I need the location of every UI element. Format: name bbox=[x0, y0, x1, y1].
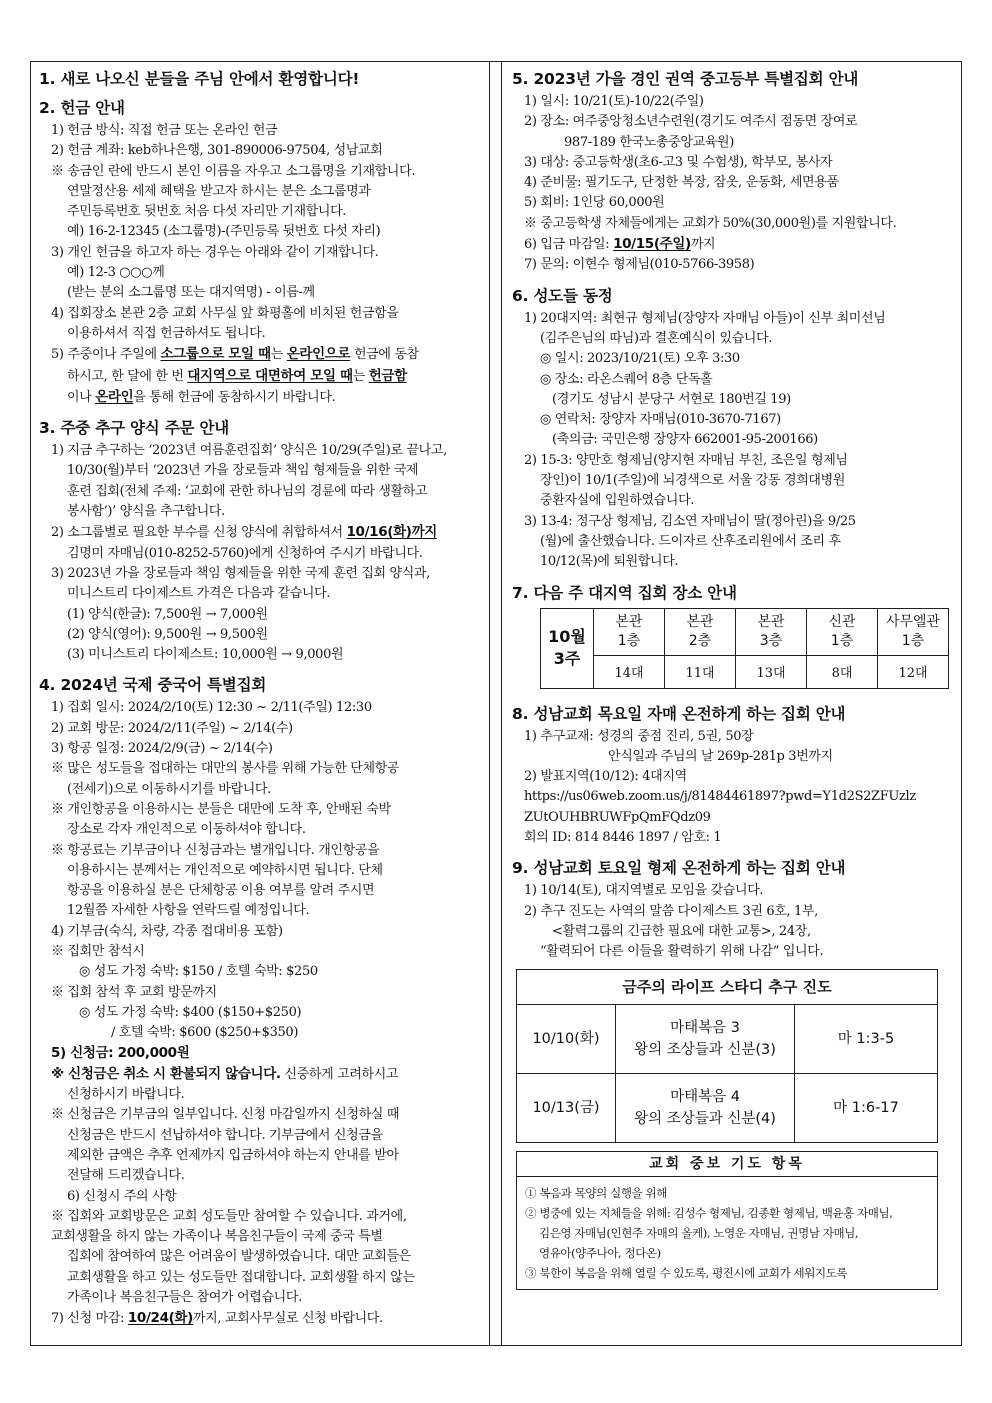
conference-note: 12월쯤 자세한 사항을 연락드릴 예정입니다. bbox=[67, 903, 310, 919]
conference-note: 가족이나 복음친구들은 참여가 어렵습니다. bbox=[67, 1290, 302, 1306]
venue-group: 12대 bbox=[878, 655, 949, 688]
conference-note: ※ 신청금은 취소 시 환불되지 않습니다. 신중하게 고려하시고 bbox=[51, 1065, 399, 1082]
study-chapter: 마태복음 4 왕의 조상들과 신분(4) bbox=[616, 1073, 795, 1142]
study-date: 10/13(금) bbox=[517, 1073, 616, 1142]
offering-line-5: 5) 주중이나 주일에 소그룹으로 모일 때는 온라인으로 헌금에 동참 bbox=[51, 346, 419, 363]
news-line: 3) 13-4: 정구상 형제님, 김소연 자매님이 딸(정아린)을 9/25 bbox=[524, 513, 856, 529]
news-line: (경기도 성남시 분당구 서현로 180번길 19) bbox=[552, 391, 791, 407]
venue-table bbox=[540, 608, 949, 689]
conference-note: 교회생활을 하고 있는 성도들만 접대합니다. 교회생활 하지 않는 bbox=[67, 1269, 415, 1285]
offering-line-5: 하시고, 한 달에 한 번 대지역으로 대면하여 모일 때는 헌금함 bbox=[67, 367, 407, 384]
offering-line: (받는 분의 소그룹명 또는 대지역명) - 이름-께 bbox=[67, 285, 315, 301]
life-study-title: 금주의 라이프 스타디 추구 진도 bbox=[517, 969, 938, 1004]
conference-note: ※ 집회만 참석시 bbox=[51, 943, 145, 959]
conference-note: 항공을 이용하실 분은 단체항공 이용 여부를 알려 주시면 bbox=[67, 883, 375, 899]
study-date: 10/10(화) bbox=[517, 1004, 616, 1073]
venue-location: 본관 1층 bbox=[594, 608, 665, 655]
registration-fee: 5) 신청금: 200,000원 bbox=[51, 1045, 190, 1062]
offering-note: 주민등록번호 뒷번호 처음 다섯 자리만 기재합니다. bbox=[67, 204, 347, 220]
prayer-item: ① 복음과 목양의 실행을 위해 bbox=[525, 1185, 667, 1200]
chinese-conference-heading: 4. 2024년 국제 중국어 특별집회 bbox=[39, 676, 267, 695]
saturday-meeting-heading: 9. 성남교회 토요일 형제 온전하게 하는 집회 안내 bbox=[512, 859, 846, 878]
youth-line: 4) 준비물: 필기도구, 단정한 복장, 잠옷, 운동화, 세면용품 bbox=[524, 175, 839, 191]
study-order-line: 10/30(월)부터 ‘2023년 가을 장로들과 책임 형제들을 위한 국제 bbox=[67, 463, 419, 479]
youth-deadline: 6) 입금 마감일: 10/15(주일)까지 bbox=[524, 236, 716, 253]
thursday-line: 1) 추구교재: 성경의 중점 진리, 5권, 50장 bbox=[524, 728, 754, 744]
news-line: 1) 20대지역: 최현규 형제님(장양자 자매님 아들)이 신부 최미선님 bbox=[524, 310, 886, 326]
news-line: 장인)이 10/1(주일)에 뇌경색으로 서울 강동 경희대병원 bbox=[540, 473, 846, 489]
news-line: 10/12(목)에 퇴원합니다. bbox=[540, 554, 679, 570]
offering-line: 2) 헌금 계좌: keb하나은행, 301-890006-97504, 성남교회 bbox=[51, 143, 383, 159]
saturday-line: “활력되어 다른 이들을 활력하기 위해 나감” 입니다. bbox=[540, 944, 824, 960]
prayer-item: 영유아(양주나아, 정다온) bbox=[539, 1245, 661, 1260]
conference-line: ※ 집회와 교회방문은 교회 성도들만 참여할 수 있습니다. 과거에, bbox=[51, 1208, 407, 1224]
conference-price: ◎ 성도 가정 숙박: $150 / 호텔 숙박: $250 bbox=[79, 964, 318, 980]
prayer-item: ② 병중에 있는 지체들을 위해: 김성수 형제님, 김종환 형제님, 백윤홍 자매님, bbox=[525, 1205, 893, 1220]
zoom-link[interactable]: ZUtOUHBRUWFpQmFQdz09 bbox=[524, 809, 711, 825]
prayer-item: 김은영 자매님(인현주 자매의 올케), 노영운 자매님, 권명남 자매님, bbox=[539, 1225, 859, 1240]
offering-note: 연말정산용 세제 혜택을 받고자 하시는 분은 소그룹명과 bbox=[67, 183, 371, 199]
youth-note: ※ 중고등학생 자체들에게는 교회가 50%(30,000원)를 지원합니다. bbox=[524, 215, 897, 231]
study-reference: 마 1:6-17 bbox=[795, 1073, 938, 1142]
saturday-line: 1) 10/14(토), 대지역별로 모임을 갖습니다. bbox=[524, 883, 764, 899]
venue-group: 8대 bbox=[807, 655, 878, 688]
life-study-table bbox=[516, 969, 938, 1143]
offering-line: 3) 개인 헌금을 하고자 하는 경우는 아래와 같이 기재합니다. bbox=[51, 244, 379, 260]
price-line: (3) 미니스트리 다이제스트: 10,000원 → 9,000원 bbox=[67, 647, 344, 663]
study-order-line: 2) 소그룹별로 필요한 부수를 신청 양식에 취합하셔서 10/16(화)까지 bbox=[51, 524, 437, 541]
venue-heading: 7. 다음 주 대지역 집회 장소 안내 bbox=[512, 583, 737, 602]
conference-note: 교회생활을 하지 않는 가족이나 복음친구들이 국제 중국 특별 bbox=[51, 1229, 383, 1245]
news-line: 2) 15-3: 양만호 형제님(양지현 자매님 부친, 조은일 형제님 bbox=[524, 452, 848, 468]
news-line: ◎ 연락처: 장양자 자매님(010-3670-7167) bbox=[540, 412, 781, 428]
venue-location: 사무엘관 1층 bbox=[878, 608, 949, 655]
venue-group: 13대 bbox=[736, 655, 807, 688]
offering-note: 예) 16-2-12345 (소그룹명)-(주민등록 뒷번호 다섯 자리) bbox=[67, 224, 381, 240]
news-line: 중환자실에 입원하였습니다. bbox=[540, 493, 695, 509]
study-order-line: 1) 지금 추구하는 ‘2023년 여름훈련집회’ 양식은 10/29(주일)로 끝나고, bbox=[51, 443, 447, 459]
news-line: (월)에 출산했습니다. 드이자르 산후조리원에서 조리 후 bbox=[540, 533, 841, 549]
conference-note: ※ 집회 참석 후 교회 방문까지 bbox=[51, 984, 217, 1000]
youth-line: 2) 장소: 여주중앙청소년수련원(경기도 여주시 점동면 장여로 bbox=[524, 114, 858, 130]
youth-conference-heading: 5. 2023년 가을 경인 권역 중고등부 특별집회 안내 bbox=[512, 70, 859, 88]
conference-note: 집회에 참여하여 많은 어려움이 발생하였습니다. 대만 교회들은 bbox=[67, 1249, 411, 1265]
study-order-line: 3) 2023년 가을 장로들과 책임 형제들을 위한 국제 훈련 집회 양식과, bbox=[51, 565, 430, 581]
conference-line: 2) 교회 방문: 2024/2/11(주일) ~ 2/14(수) bbox=[51, 720, 293, 736]
prayer-box bbox=[516, 1151, 938, 1290]
conference-line: 3) 항공 일정: 2024/2/9(금) ~ 2/14(수) bbox=[51, 741, 273, 757]
conference-note: ※ 많은 성도들을 접대하는 대만의 봉사를 위해 가능한 단체항공 bbox=[51, 761, 400, 777]
venue-location: 본관 2층 bbox=[665, 608, 736, 655]
offering-note: ※ 송금인 란에 반드시 본인 이름을 자우고 소그룹명을 기재합니다. bbox=[51, 163, 416, 179]
offering-heading: 2. 헌금 안내 bbox=[39, 99, 125, 117]
conference-note: 제외한 금액은 추후 언제까지 입금하셔야 하는지 안내를 받아 bbox=[67, 1147, 399, 1163]
registration-deadline: 7) 신청 마감: 10/24(화)까지, 교회사무실로 신청 바랍니다. bbox=[51, 1310, 383, 1327]
study-order-line: 봉사함’)’ 양식을 추구합니다. bbox=[67, 504, 225, 520]
conference-note: (전세기)으로 이동하시기를 바랍니다. bbox=[67, 781, 271, 797]
conference-note: 이용하시는 분께서는 개인적으로 예약하시면 됩니다. 단체 bbox=[67, 862, 383, 878]
offering-line: 1) 헌금 방식: 직접 헌금 또는 온라인 헌금 bbox=[51, 123, 278, 138]
offering-line: 이용하셔서 직접 헌금하셔도 됩니다. bbox=[67, 325, 266, 341]
left-column bbox=[31, 62, 490, 1345]
prayer-body bbox=[517, 1177, 937, 1289]
study-chapter: 마태복음 3 왕의 조상들과 신분(3) bbox=[616, 1004, 795, 1073]
prayer-title: 교회 중보 기도 항목 bbox=[517, 1152, 937, 1177]
conference-line: 4) 기부금(숙식, 차량, 각종 접대비용 포함) bbox=[51, 923, 283, 939]
study-order-line: 훈련 집회(전체 주제: ‘교회에 관한 하나님의 경륜에 따라 생활하고 bbox=[67, 483, 428, 499]
saturday-line: 2) 추구 진도는 사역의 말씀 다이제스트 3권 6호, 1부, bbox=[524, 903, 818, 919]
conference-note: 전달해 드리겠습니다. bbox=[67, 1168, 185, 1184]
venue-location: 본관 3층 bbox=[736, 608, 807, 655]
saints-news-heading: 6. 성도들 동정 bbox=[512, 286, 613, 305]
conference-note: 6) 신청시 주의 사항 bbox=[67, 1188, 177, 1204]
welcome-heading: 1. 새로 나오신 분들을 주님 안에서 환영합니다! bbox=[39, 70, 360, 88]
news-line: (김주은님의 따님)과 결혼예식이 있습니다. bbox=[540, 330, 773, 346]
conference-note: 장소로 각자 개인적으로 이동하셔야 합니다. bbox=[67, 822, 306, 838]
venue-location: 신관 1층 bbox=[807, 608, 878, 655]
venue-week-label: 10월 3주 bbox=[541, 608, 594, 688]
conference-price: / 호텔 숙박: $600 ($250+$350) bbox=[111, 1025, 299, 1041]
saturday-line: <활력그룹의 긴급한 필요에 대한 교통>, 24장, bbox=[552, 923, 811, 939]
news-line: (축의금: 국민은행 장양자 662001-95-200166) bbox=[552, 432, 818, 448]
prayer-item: ③ 북한이 복음을 위해 열릴 수 있도록, 평진시에 교회가 세워지도록 bbox=[525, 1265, 848, 1280]
meeting-id: 회의 ID: 814 8446 1897 / 암호: 1 bbox=[524, 830, 722, 846]
venue-group: 14대 bbox=[594, 655, 665, 688]
youth-line: 5) 회비: 1인당 60,000원 bbox=[524, 195, 665, 211]
conference-note: ※ 항공료는 기부금이나 신청금과는 별개입니다. 개인항공을 bbox=[51, 842, 380, 858]
news-line: ◎ 장소: 라온스퀘어 8층 단독홀 bbox=[540, 371, 713, 387]
study-order-line: 김명미 자매님(010-8252-5760)에게 신청하여 주시기 바랍니다. bbox=[67, 545, 423, 561]
venue-group: 11대 bbox=[665, 655, 736, 688]
youth-contact: 7) 문의: 이현수 형제님(010-5766-3958) bbox=[524, 257, 755, 273]
right-column bbox=[501, 62, 963, 1345]
study-order-line: 미니스트리 다이제스트 가격은 다음과 같습니다. bbox=[67, 586, 331, 602]
conference-line: 1) 집회 일시: 2024/2/10(토) 12:30 ~ 2/11(주일) 12:30 bbox=[51, 700, 372, 716]
study-order-heading: 3. 주중 추구 양식 주문 안내 bbox=[39, 419, 229, 438]
conference-note: 신청금은 반드시 선납하셔야 합니다. 기부금에서 신청금을 bbox=[67, 1127, 383, 1143]
thursday-meeting-heading: 8. 성남교회 목요일 자매 온전하게 하는 집회 안내 bbox=[512, 704, 846, 723]
price-line: (1) 양식(한글): 7,500원 → 7,000원 bbox=[67, 606, 268, 622]
bulletin-page bbox=[30, 61, 962, 1346]
conference-price: ◎ 성도 가정 숙박: $400 ($150+$250) bbox=[79, 1004, 302, 1020]
offering-line: 4) 집회장소 본관 2층 교회 사무실 앞 화평홀에 비치된 헌금함을 bbox=[51, 305, 399, 321]
conference-note: 신청하시기 바랍니다. bbox=[67, 1087, 185, 1103]
offering-line: 예) 12-3 ○○○께 bbox=[67, 265, 165, 281]
zoom-link[interactable]: https://us06web.zoom.us/j/81484461897?pwd=Y1d2S2ZFUzlz bbox=[524, 789, 916, 805]
thursday-line: 2) 발표지역(10/12): 4대지역 bbox=[524, 769, 687, 785]
news-line: ◎ 일시: 2023/10/21(토) 오후 3:30 bbox=[540, 351, 740, 367]
price-line: (2) 양식(영어): 9,500원 → 9,500원 bbox=[67, 626, 268, 642]
conference-note: ※ 개인항공을 이용하시는 분들은 대만에 도착 후, 안배된 숙박 bbox=[51, 801, 391, 817]
youth-line: 1) 일시: 10/21(토)-10/22(주일) bbox=[524, 94, 704, 109]
thursday-line: 안식일과 주님의 날 269p-281p 3번까지 bbox=[608, 748, 833, 764]
study-reference: 마 1:3-5 bbox=[795, 1004, 938, 1073]
conference-note: ※ 신청금은 기부금의 일부입니다. 신청 마감일까지 신청하실 때 bbox=[51, 1107, 400, 1123]
youth-line: 3) 대상: 중고등학생(초6-고3 및 수험생), 학부모, 봉사자 bbox=[524, 154, 833, 170]
offering-line-5: 이나 온라인을 통해 헌금에 동참하시기 바랍니다. bbox=[67, 388, 336, 405]
youth-line: 987-189 한국노총중앙교육원) bbox=[564, 134, 734, 150]
